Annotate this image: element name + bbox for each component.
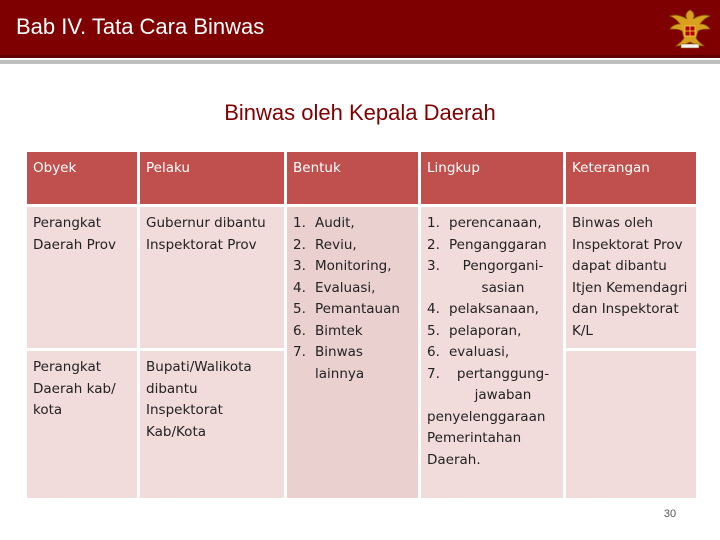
header-bentuk: Bentuk (287, 152, 418, 204)
cell-keterangan-empty (566, 348, 696, 498)
cell-pelaku-kabkota: Bupati/Walikota dibantu Inspektorat Kab/Kota (140, 348, 284, 498)
slide-subtitle: Binwas oleh Kepala Daerah (224, 100, 496, 125)
bentuk-list (293, 213, 412, 385)
list-item: 2. Penganggaran (427, 236, 547, 253)
header-lingkup: Lingkup (421, 152, 563, 204)
garuda-emblem-icon (666, 4, 714, 52)
list-item: 3. Pengorgani-sasian (427, 258, 544, 296)
header-keterangan: Keterangan (566, 152, 696, 204)
list-item: 5. pelaporan, (427, 322, 522, 339)
cell-keterangan: Binwas oleh Inspektorat Prov dapat dibantu Itjen Kemendagri dan Inspektorat K/L (566, 204, 696, 348)
list-item: 7. Binwas lainnya (293, 344, 365, 382)
cell-pelaku-prov: Gubernur dibantu Inspektorat Prov (140, 204, 284, 348)
header-pelaku: Pelaku (140, 152, 284, 204)
slide-header (0, 0, 720, 58)
list-item: 5. Pemantauan (293, 301, 400, 317)
slide-title: Bab IV. Tata Cara Binwas (16, 14, 265, 39)
lingkup-list (427, 213, 557, 407)
lingkup-tail: penyelenggaraan Pemerintahan Daerah. (427, 408, 546, 468)
cell-lingkup (421, 204, 563, 498)
list-item: 2. Reviu, (293, 236, 357, 253)
binwas-table (24, 152, 699, 498)
list-item: 7. pertanggung-jawaban (427, 365, 550, 403)
cell-bentuk (287, 204, 418, 498)
cell-obyek-kabkota: Perangkat Daerah kab/ kota (27, 348, 137, 498)
header-divider (0, 60, 720, 64)
header-obyek: Obyek (27, 152, 137, 204)
list-item: 4. pelaksanaan, (427, 301, 539, 317)
list-item: 4. Evaluasi, (293, 279, 376, 296)
list-item: 6. evaluasi, (427, 344, 510, 360)
table-row (27, 204, 696, 348)
page-number: 30 (663, 508, 677, 520)
list-item: 3. Monitoring, (293, 258, 392, 274)
list-item: 1. Audit, (293, 215, 355, 231)
list-item: 1. perencanaan, (427, 215, 542, 231)
list-item: 6. Bimtek (293, 322, 363, 339)
cell-obyek-prov: Perangkat Daerah Prov (27, 204, 137, 348)
